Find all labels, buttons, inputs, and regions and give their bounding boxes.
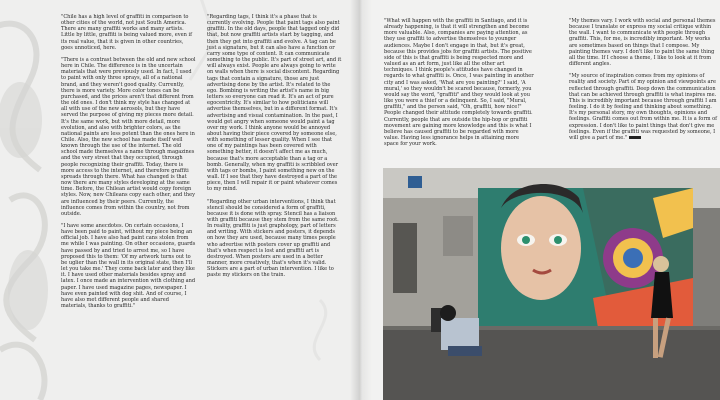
paragraph: "Regarding tags, I think it's a phase that is currently evolving. People that paint tags also paint graffiti. In the old days, people that tagged only did that, but now graffiti artists start by tagging, and then they get into graffiti and evolve. A tag can be just a signature, but it can also have a function or carry some type of content. It can communicate something to the public. It's part of street art, and it will always exist. People are always going to write on walls when there is social discontent. Regarding tags that contain a signature, those are just advertising done by the artist. It's related to the ego. Bombing is writing the artist's name in big letters so everyone can read it. It's an act of pure egocentricity. It's similar to how politicians will advertise themselves, but in a different format. It's advertising and visual contamination. In the past, I would get angry when someone would paint a tag over my work. I think anyone would be annoyed about having their piece covered by someone else, with something of lesser quality. When I see that one of my paintings has been covered with something better, it doesn't affect me as much, because that's more acceptable than a tag or a bomb. Generally, when my graffiti is scribbled over with tags or bombs, I paint something new on the wall. If I see that they have destroyed a part of the piece, then I will repair it or paint whatever comes to my mind. bbox=[207, 14, 342, 193]
paragraph: "Regarding other urban interventions, I think that stencil should be considered a form of graffiti, because it is done with spray. Stencil has a liaison with graffiti because they stem from the same root. In reality, graffiti is just graphology, part of letters and writing. With stickers and posters, it depends on how they are used, because many times people who advertise with posters cover up graffiti and that's when respect is lost and graffiti art is destroyed. When posters are used in a better manner, more creatively, that's when it's valid. Stickers are a part of urban intervention. I like to paste my stickers on the train. bbox=[207, 198, 339, 279]
end-of-article-mark bbox=[629, 136, 641, 139]
photo-illustration bbox=[383, 168, 720, 400]
paragraph: "I have some anecdotes. On certain occasions, I have been paid to paint, without my piece being an official job. I have also had paint cans stolen from me while I was painting. On other occasions, guards have passed by and tried to arrest me, so I have proposed this to them: 'Of my artwork turns out to be uglier than the wall in its original state, then I'll let you take me.' They come back later and they like it. I have used other materials besides spray and latex. I once made an intervention with clothing and paper. I have used magazine pages, newspaper. I have even painted with dog shit. And of course, I have also met different people and shared materials, thanks to graffiti." bbox=[61, 223, 196, 310]
paragraph: "My themes vary. I work with social and personal themes because I translate or express my social critique within the wall. I want to communicate with people through graffiti. This, for me, is incredibly important. My works are sometimes based on things that I compose. My painting themes vary. I don't like to paint the same thing all the time. If I choose a theme, I like to look at it from different angles. bbox=[569, 18, 716, 68]
paragraph: "What will happen with the graffiti in Santiago, and it is already happening, is that it will strengthen and become more valuable. Also, companies are paying attention, as they use graffiti to advertise themselves to younger audiences. Maybe I don't engage in that, but it's great, because this provides jobs for graffiti artists. The positive side of this is that graffiti is being respected more and valued as an art form, just like all the other art techniques. I think people's attitudes have changed in regards to what graffiti is. Once, I was painting in another city and I was asked, 'What are you painting?' I said, 'A mural,' so they wouldn't be scared because, formerly, you would say the word, "graffiti" and they would look at you like you were a thief or a delinquent. So, I said, "Mural, graffiti," and the person said, "Oh, graffiti, how nice!" People changed their attitude completely towards graffiti. Currently, people that are outside the hip-hop or graffiti movement are gaining more knowledge and this is what I believe has caused graffiti to be regarded with more value. Having less ignorance helps in attaining more space for your work. bbox=[384, 18, 534, 148]
page-gutter bbox=[350, 0, 372, 400]
paragraph: "Chile has a high level of graffiti in comparison to other cities of the world, not just South America. There are many graffiti works and many artists. Little by little, graffiti is being valued more, even if its real value, that it is given in other countries, goes unnoticed, here. bbox=[61, 14, 192, 51]
text-column-2 bbox=[207, 14, 342, 285]
paragraph bbox=[569, 73, 719, 141]
paragraph-text: "My source of inspiration comes from my opinions of reality and society. Part of my opinion and viewpoints are reflected through graffiti. Deep down the communication that can be achieved through graffiti is what inspires me. This is incredibly important because through graffiti I am feeling. I do it by feeling and thinking about something. It's my personal story, my own thoughts, opinions and feelings. Graffiti comes out from within me. It is a form of expression. I don't like to paint things that don't give me feelings. Even if the graffiti was requested by someone, I will give a part of me." bbox=[569, 73, 718, 141]
street bbox=[383, 326, 720, 400]
street-mural-photo bbox=[383, 168, 720, 400]
text-column-4 bbox=[569, 18, 719, 147]
text-column-3 bbox=[384, 18, 534, 153]
text-column-1 bbox=[61, 14, 196, 315]
paragraph: "There is a contrast between the old and new school here in Chile. The difference is in the uncertain materials that were previously used. In fact, I used to paint with only three sprays, all of a national brand, and they weren't good quality. Currently, there is more variety. More color tones can be purchased, and the prices aren't that different from the old ones. I don't think my style has changed at all with use of the new aerosols, but they have served the purpose of giving my pieces more detail. It's the same work, but with more detail, more evolution, and also with brighter colors, as the national paints are less potent than the ones here in Chile. Also, the new school has made itself well known through the use of the internet. The old school made themselves a name through magazines and the very street that they occupied, through people recognizing their graffiti. Today, there is more access to the internet, and therefore graffiti spreads through there. What has changed is that now there are many styles developing at the same time. Before, the Chilean artist would copy foreign styles. Now, new Chileans copy each other, and they are influenced by their peers. Currently, the influence comes from within the country, not from outside. bbox=[61, 56, 196, 217]
